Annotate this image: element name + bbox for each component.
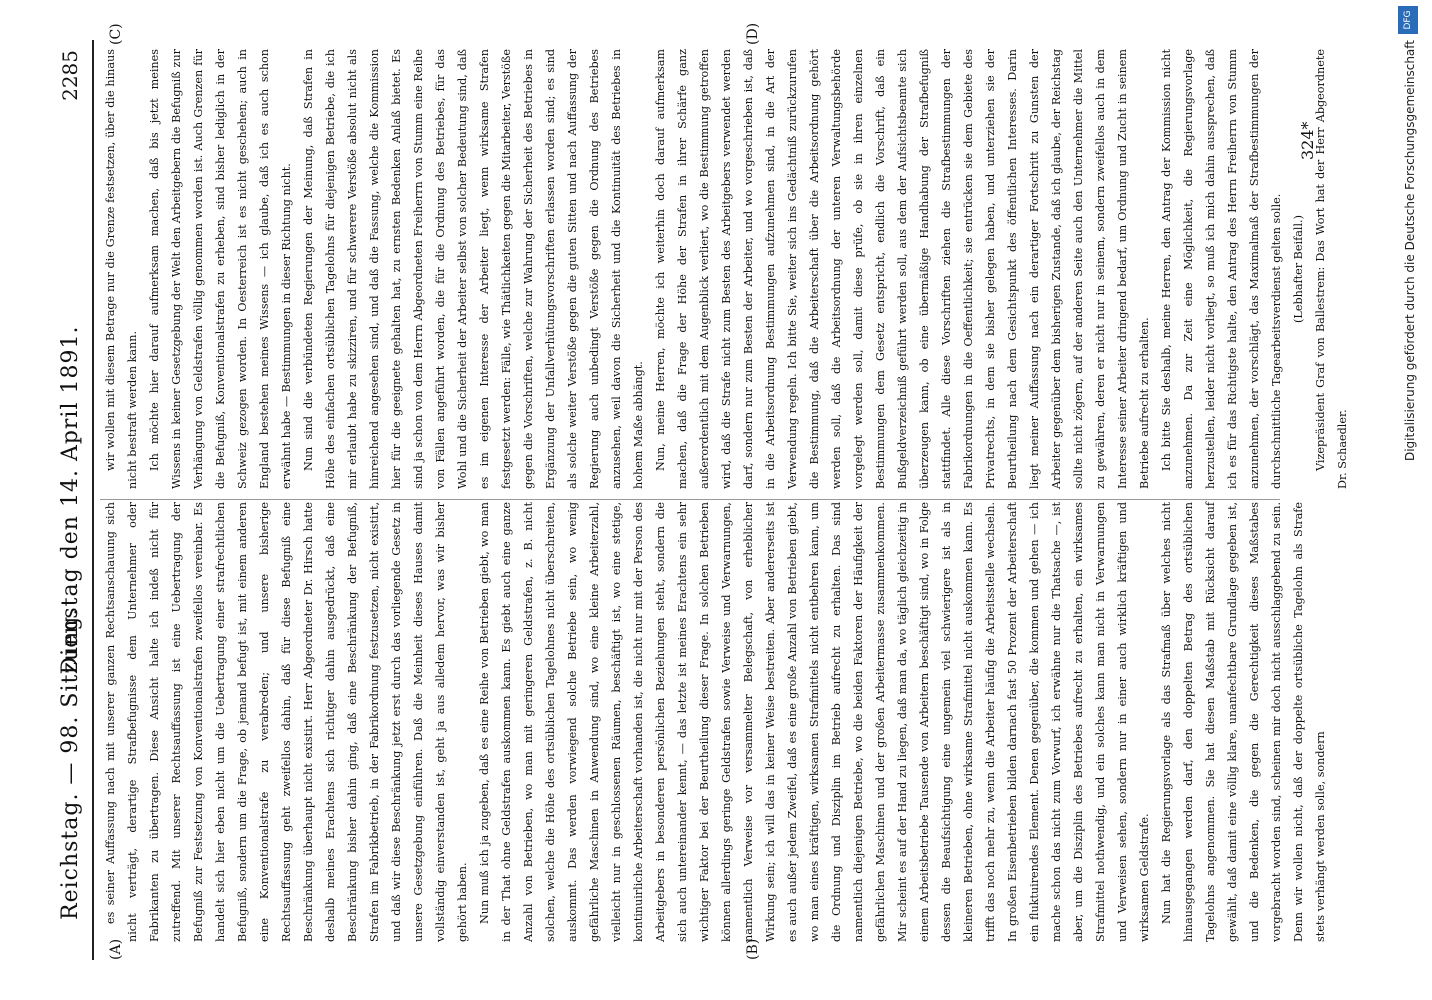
header-date: Dienstag den 14. April 1891. — [58, 325, 83, 675]
header-page-number: 2285 — [58, 50, 82, 101]
marker-d: (D) — [745, 22, 761, 45]
left-paragraph: Nun muß ich ja zugeben, daß es eine Reihe von Betrieben giebt, wo man in der That ohne Geldstrafen auskommen kann. Es giebt auch eine ganze Anzahl von Betrieben, wo man mit geringeren Geldstrafen, z. B. nicht solchen, welche die Höhe des ortsüblichen Tagelohnes nicht überschreiten, auskommt. Das werden vorwiegend solche Betriebe sein, wo wenig gefährliche Maschinen in Anwendung sind, wo eine kleine Arbeiterzahl, vielleicht nur in geschlossenen Räumen, beschäftigt ist, wo eine stetige, kontinuirliche Arbeiterschaft vorhanden ist, die nicht nur mit der Person des Arbeitgebers in besonderen persönlichen Beziehungen steht, sondern die sich auch untereinander kennt, — das letzte ist meines Erachtens ein sehr wichtiger Faktor bei der Beurtheilung dieser Frage. In solchen Betrieben können allerdings geringe Geldstrafen sowie Verweise und Verwarnungen, namentlich Verweise vor versammelter Belegschaft, von erheblicher Wirkung sein; ich will das in keiner Weise bestreiten. Aber andererseits ist es auch außer jedem Zweifel, daß es eine große Anzahl von Betrieben giebt, wo man eines kräftigen, wirksamen Strafmittels nicht entbehren kann, um die Ordnung und Disziplin im Betrieb aufrecht zu erhalten. Das sind namentlich diejenigen Betriebe, wo die beiden Faktoren der Häufigkeit der gefährlichen Maschinen und der großen Arbeitermasse zusammenkommen. Mir scheint es auf der Hand zu liegen, daß man da, wo täglich gleichzeitig in einem Arbeitsbetriebe Tausende von Arbeitern beschäftigt sind, wo in Folge dessen die Beaufsichtigung eine ungemein viel schwierigere ist als in kleineren Betrieben, ohne wirksame Strafmittel nicht auskommen kann. Es trifft das noch mehr zu, wenn die Arbeiter häufig die Arbeitsstelle wechseln. In großen Eisenbetrieben bilden darnach fast 50 Prozent der Arbeiterschaft ein fluktuirendes Element. Denen gegenüber, die kommen und gehen — ich mache schon das nicht zum Vorwurf, ich erwähne nur die Thatsache —, ist aber, um die Disziplin des Betriebes aufrecht zu erhalten, ein wirksames Strafmittel nothwendig, und ein solches kann man nicht in Verwarnungen und Verweisen sehen, sondern nur in einer auch wirklich kräftigen und wirksamen Geldstrafe. — [478, 502, 1151, 942]
left-text-column — [100, 502, 1327, 942]
dfg-notice-text: Digitalisierung gefördert durch die Deutsche Forschungsgemeinschaft — [1403, 40, 1417, 462]
right-paragraph: Ich bitte Sie deshalb, meine Herren, den Antrag der Kommission nicht anzunehmen. Da zur Zeit eine Möglichkeit, die Regierungsvorlage herzustellen, leider nicht vorliegt, so muß ich mich dahin aussprechen, daß ich es für das Richtigste halte, den Antrag des Herrn Freiherrn von Stumm anzunehmen, der vorschlägt, das Maximalmaß der Strafbestimmungen der durchschnittliche Tagearbeitsverdienst gelten solle. — [1160, 49, 1283, 489]
dfg-notice-strip — [1395, 0, 1423, 1000]
marker-c: (C) — [108, 23, 124, 45]
dfg-logo-icon: DFG — [1398, 6, 1418, 34]
left-paragraph: Nun hat die Regierungsvorlage als das Strafmaß über welches nicht hinausgegangen werden darf, den doppelten Betrag des ortsüblichen Tagelohns angenommen. Sie hat diesen Maßstab mit Rücksicht darauf gewählt, daß damit eine völlig klare, unanfechtbare Grundlage gegeben ist, und die Bedenken, die gegen die Gerechtigkeit dieses Maßstabes vorgebracht worden sind, scheinen mir doch nicht ausschlaggebend zu sein. Denn wir wollen nicht, daß der doppelte ortsübliche Tagelohn als Strafe stets verhängt werden solle, sondern — [1160, 502, 1327, 942]
right-paragraph: Nun, meine Herren, möchte ich weiterhin doch darauf aufmerksam machen, daß die Frage der Höhe der Strafen in ihrer Schärfe ganz außerordentlich mit dem Augenblick verliert, wo die Bestimmung getroffen wird, daß die Strafe nicht zum Besten des Arbeitgebers verwendet werden darf, sondern nur zum Besten der Arbeiter, und wo vorgeschrieben ist, daß in die Arbeitsordnung Bestimmungen aufzunehmen sind, in die Art der Verwendung regeln. Ich bitte Sie, weiter sich ins Gedächtniß zurückzurufen die Bestimmung, daß die Arbeiterschaft über die Arbeitsordnung gehört werden soll, daß die Arbeitsordnung der unteren Verwaltungsbehörde vorgelegt werden soll, damit diese prüfe, ob sie in ihren einzelnen Bestimmungen dem Gesetz entspricht, endlich die Vorschrift, daß ein Bußgeldverzeichniß geführt werden soll, aus dem der Aufsichtsbeamte sich überzeugen kann, ob eine übermäßige Handhabung der Strafbefugniß stattfindet. Alle diese Vorschriften ziehen die Strafbestimmungen der Fabrikordnungen in die Oeffentlichkeit; sie entrücken sie dem Gebiete des Privatrechts, in dem sie bisher gelegen haben, und unterziehen sie der Beurtheilung nach dem Gesichtspunkt des öffentlichen Interesses. Darin liegt meiner Auffassung nach ein derartiger Fortschritt zu Gunsten der Arbeiter gegenüber dem bisherigen Zustande, daß ich glaube, der Reichstag sollte nicht zögern, auf der anderen Seite auch den Unternehmer die Mittel zu gewähren, deren er nicht nur in seinem, sondern zweifellos auch in dem Interesse seiner Arbeiter dringend bedarf, um Ordnung und Zucht in seinem Betriebe aufrecht zu erhalten. — [654, 49, 1151, 489]
header-session: Reichstag. — 98. Sitzung. — [58, 607, 83, 920]
closing-paragraph: Vizepräsident Graf von Ballestrem: Das Wort hat der Herr Abgeordnete Dr. Schaedler. — [1314, 49, 1349, 489]
right-paragraph: wir wollen mit diesem Betrage nur die Grenze festsetzen, über die hinaus nicht bestraft werden kann. — [104, 49, 139, 489]
left-paragraph: es seiner Auffassung nach mit unserer ganzen Rechtsanschauung sich nicht verträgt, derartige Strafbefugnisse dem Unternehmer oder Fabrikanten zu übertragen. Diese Ansicht halte ich indeß nicht für zutreffend. Mit unserer Rechtsauffassung ist eine Uebertragung der Befugniß zur Festsetzung von Konventionalstrafen zweifellos vereinbar. Es handelt sich hier eben nicht um die Uebertragung einer strafrechtlichen Befugniß, sondern um die Frage, ob jemand befugt ist, mit einem anderen eine Konventionalstrafe zu verabreden; und unsere bisherige Rechtsauffassung geht zweifellos dahin, daß für diese Befugniß eine Beschränkung überhaupt nicht existirt. Herr Abgeordneter Dr. Hirsch hatte deshalb meines Erachtens sich richtiger dahin ausgedrückt, daß eine Beschränkung bisher dahin ging, daß eine Beschränkung der Befugniß, Strafen im Fabrikbetrieb, in der Fabrikordnung festzusetzen, nicht existirt, und daß wir diese Beschränkung jetzt erst durch das vorliegende Gesetz in unsere Gesetzgebung einführen. Daß die Meinheit dieses Hauses damit vollständig einverstanden ist, geht ja aus alledem hervor, was wir bisher gehört haben. — [104, 502, 469, 942]
page-header — [52, 40, 94, 960]
applause-note: (Lebhafter Beifall.) — [1292, 215, 1305, 323]
right-paragraph: Ich möchte hier darauf aufmerksam machen, daß bis jetzt meines Wissens in keiner Gesetzgebung der Welt den Arbeitgebern die Befugniß zur Verhängung von Geldstrafen völlig genommen worden ist. Auch Grenzen für die Befugniß, Konventionalstrafen zu erheben, sind bisher lediglich in der Schweiz gezogen worden. In Oesterreich ist es nicht geschehen; auch in England bestehen meines Wissens — ich glaube, daß ich es auch schon erwähnt habe — Bestimmungen in dieser Richtung nicht. — [148, 49, 293, 489]
marker-b: (B) — [745, 938, 761, 960]
footer-number: 324* — [1298, 121, 1317, 160]
right-paragraph: Nun sind die verbündeten Regierungen der Meinung, daß Strafen in Höhe des einfachen ortsüblichen Tagelohns für diejenigen Betriebe, die ich mir erlaubt habe zu skizziren, und für schwerere Verstöße absolut nicht als hinreichend angesehen sind, und daß die Fassung, welche die Kommission hier für die geeignete gehalten hat, zu ernsten Bedenken Anlaß bietet. Es sind ja schon von dem Herrn Abgeordneten Freiherrn von Stumm eine Reihe von Fällen angeführt worden, die für die Ordnung des Betriebes, für das Wohl und die Sicherheit der Arbeiter selbst von solcher Bedeutung sind, daß es im eigenen Interesse der Arbeiter liegt, wenn wirksame Strafen festgesetzt werden: Fälle, wie Thätlichkeiten gegen die Mitarbeiter, Verstöße gegen die Vorschriften, welche zur Wahrung der Sicherheit des Betriebes in Ergänzung der Unfallverhütungsvorschriften erlassen worden sind; es sind als solche weiter Verstöße gegen die guten Sitten und nach Auffassung der Regierung auch unbedingt Verstöße gegen die Ordnung des Betriebes anzusehen, weil davon die Sicherheit und die Kontinuität des Betriebes in hohem Maße abhängt. — [302, 49, 645, 489]
marker-a: (A) — [108, 938, 124, 960]
